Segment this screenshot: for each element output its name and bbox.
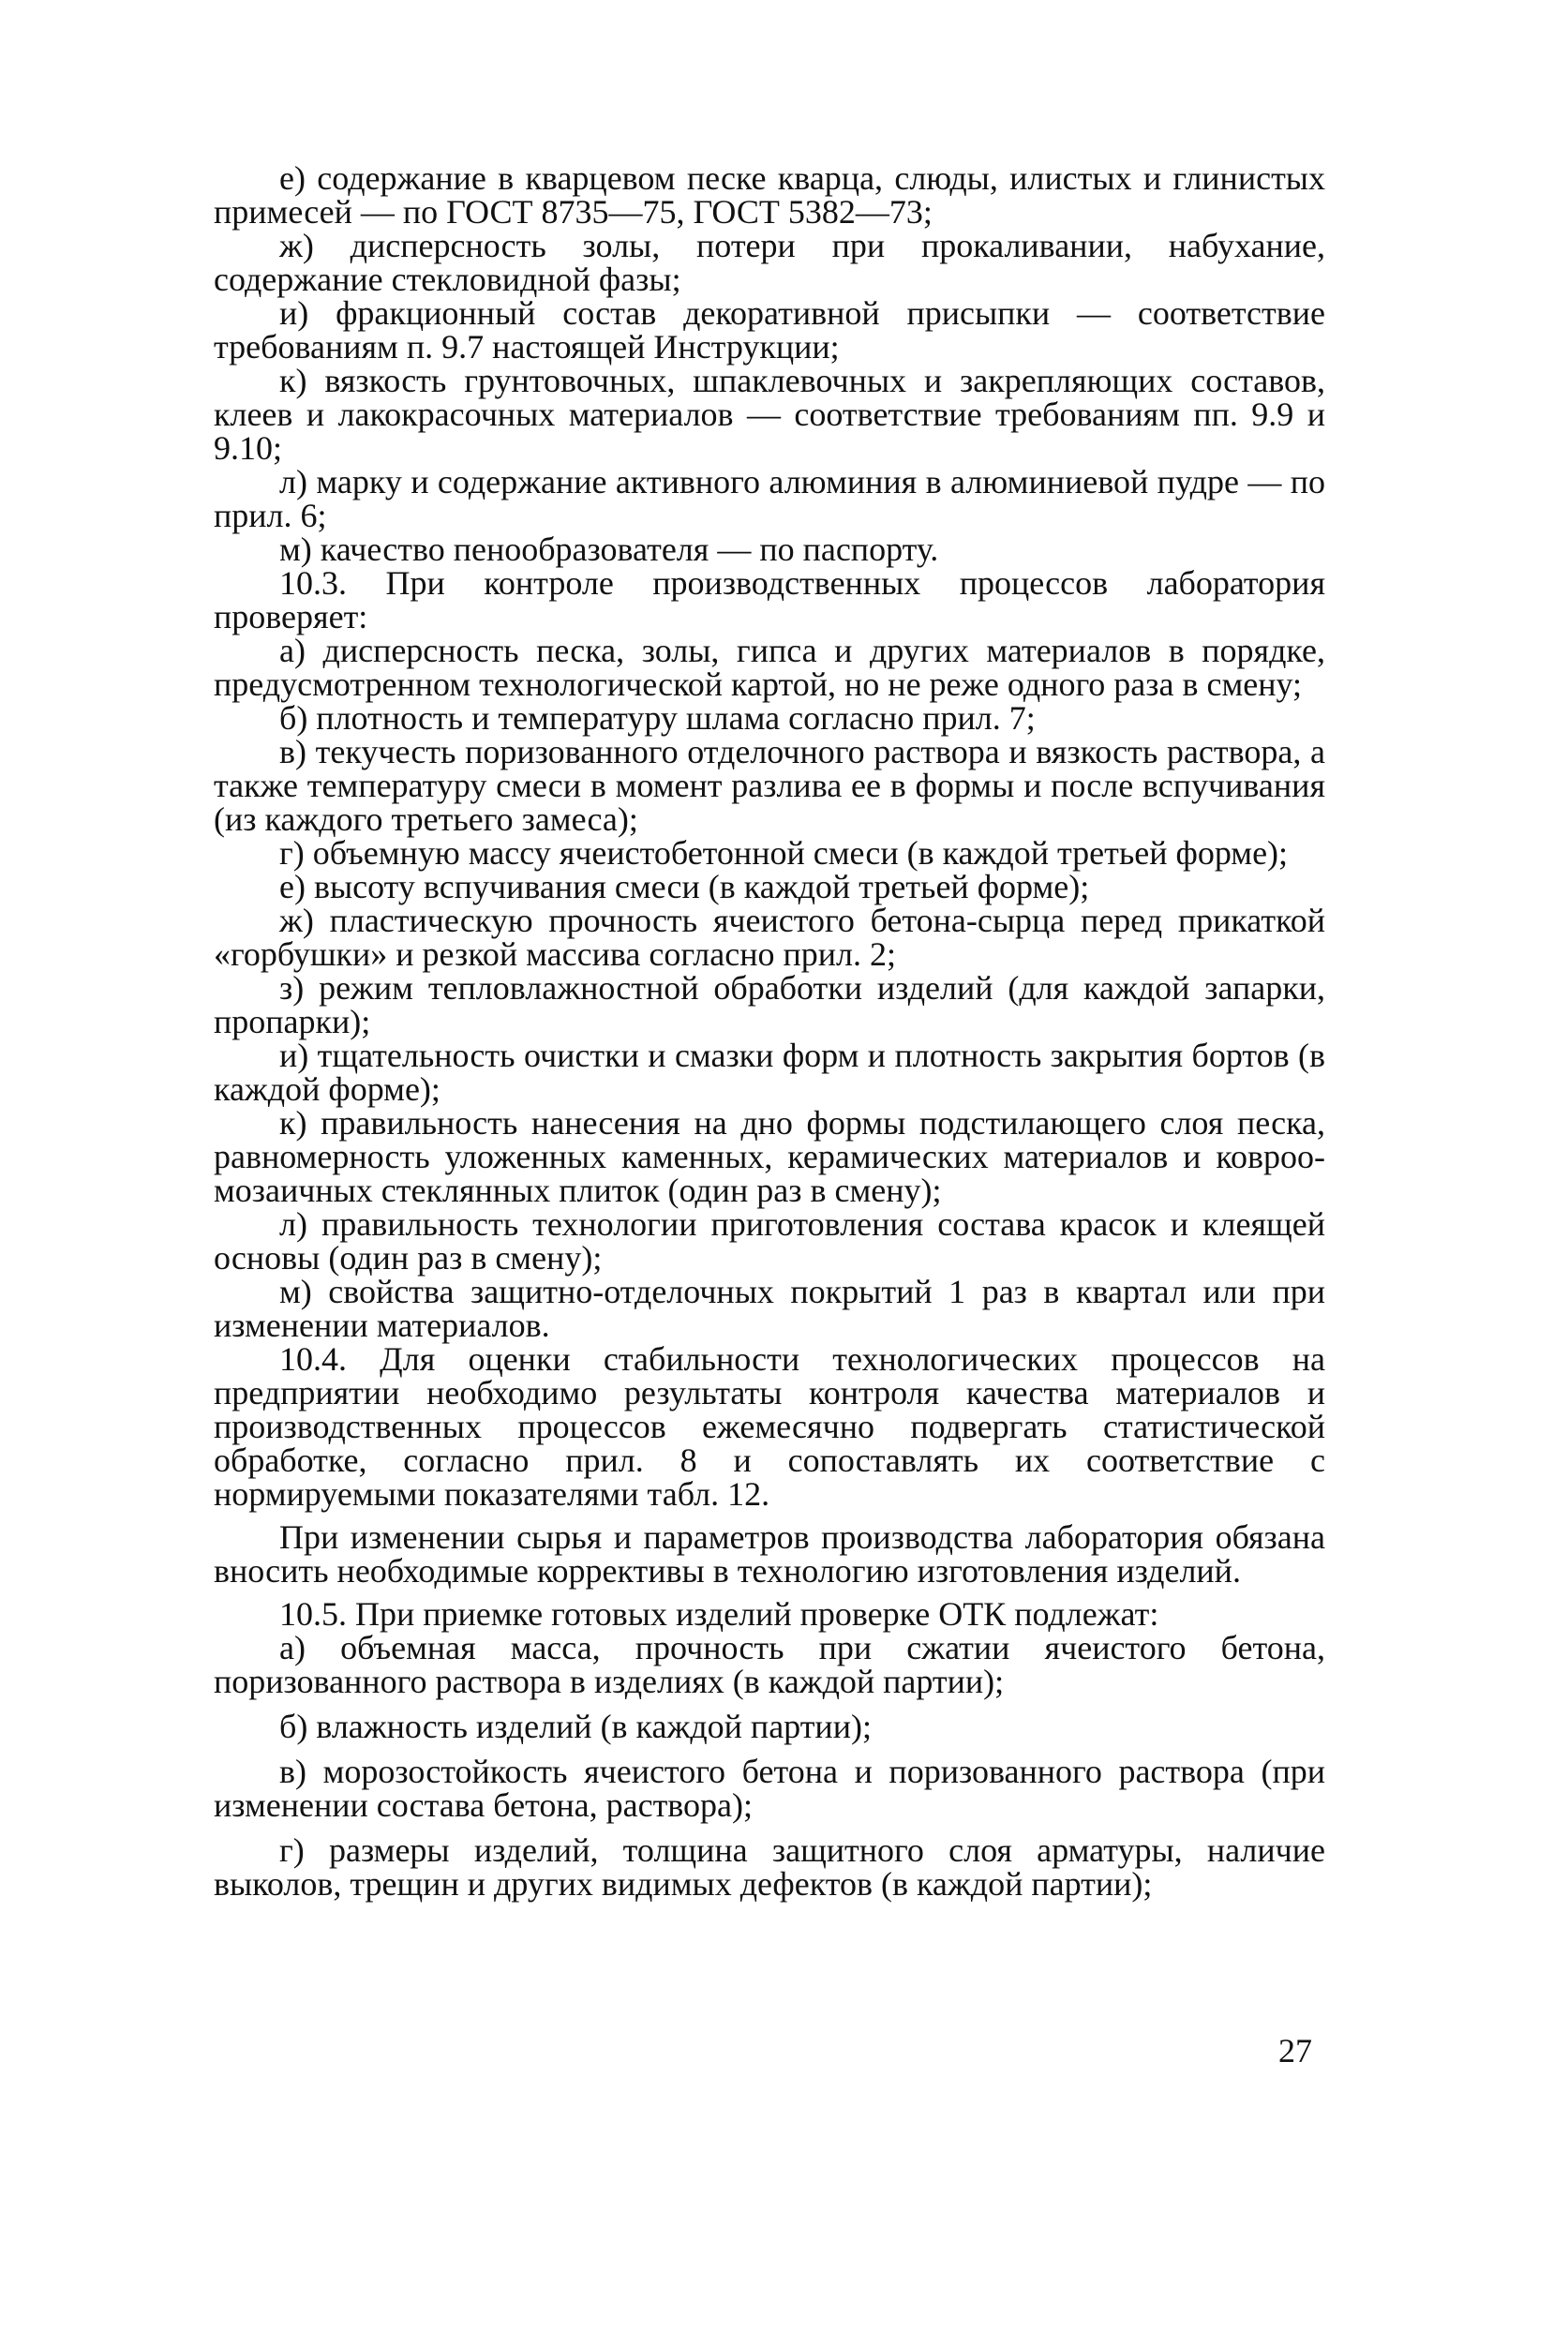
paragraph-10-3-g: г) объемную массу ячеистобетонной смеси (в каждой третьей форме); <box>279 834 1289 872</box>
page-body <box>214 161 1325 2270</box>
paragraph-10-3-i: и) тщательность очистки и смазки форм и плотность закрытия бортов (в каждой форме); <box>214 1037 1325 1108</box>
page-number: 27 <box>1278 2032 1312 2069</box>
paragraph-10-5-v: в) морозостойкость ячеистого бетона и поризованного раствора (при изменении состава бетона, раствора); <box>214 1753 1325 1824</box>
paragraph-10-3-a: а) дисперсность песка, золы, гипса и других материалов в порядке, предусмотренном технологической картой, но не реже одного раза в смену; <box>214 632 1325 703</box>
paragraph-changes: При изменении сырья и параметров производства лаборатория обязана вносить необходимые коррективы в технологию изготовления изделий. <box>214 1518 1325 1590</box>
section-10-4: 10.4. Для оценки стабильности технологических процессов на предприятии необходимо результаты контроля качества материалов и производственных процессов ежемесячно подвергать статистической обработке, согласно прил. 8 и сопоставлять их соответствие с нормируемыми показателями табл. 12. <box>214 1340 1325 1513</box>
paragraph-10-3-v: в) текучесть поризованного отделочного раствора и вязкость раствора, а также температуру смеси в момент разлива ее в формы и после вспучивания (из каждого третьего замеса); <box>214 733 1325 838</box>
paragraph-m-foam: м) качество пенообразователя — по паспорту. <box>279 530 939 568</box>
paragraph-10-5-b: б) влажность изделий (в каждой партии); <box>279 1708 872 1745</box>
paragraph-10-5-a: а) объемная масса, прочность при сжатии ячеистого бетона, поризованного раствора в изделиях (в каждой партии); <box>214 1629 1325 1700</box>
paragraph-10-3-m: м) свойства защитно-отделочных покрытий 1 раз в квартал или при изменении материалов. <box>214 1273 1325 1344</box>
paragraph-10-3-k: к) правильность нанесения на дно формы подстилающего слоя песка, равномерность уложенных каменных, керамических материалов и ковроо-мозаичных стеклянных плиток (один раз в смену); <box>214 1104 1325 1209</box>
paragraph-zh-ash: ж) дисперсность золы, потери при прокаливании, набухание, содержание стекловидной фазы; <box>214 227 1325 298</box>
section-10-3-heading: 10.3. При контроле производственных процессов лаборатория проверяет: <box>214 564 1325 635</box>
paragraph-10-3-l: л) правильность технологии приготовления состава красок и клеящей основы (один раз в смену); <box>214 1205 1325 1277</box>
section-10-5-heading: 10.5. При приемке готовых изделий проверке ОТК подлежат: <box>279 1595 1159 1633</box>
paragraph-10-3-z: з) режим тепловлажностной обработки изделий (для каждой запарки, пропарки); <box>214 969 1325 1040</box>
paragraph-l-aluminium: л) марку и содержание активного алюминия в алюминиевой пудре — по прил. 6; <box>214 463 1325 534</box>
paragraph-k-viscosity: к) вязкость грунтовочных, шпаклевочных и закрепляющих составов, клеев и лакокрасочных материалов — соответствие требованиям пп. 9.9 и 9.10; <box>214 362 1325 467</box>
paragraph-10-5-g: г) размеры изделий, толщина защитного слоя арматуры, наличие выколов, трещин и других видимых дефектов (в каждой партии); <box>214 1831 1325 1903</box>
paragraph-10-3-b: б) плотность и температуру шлама согласно прил. 7; <box>279 699 1036 737</box>
paragraph-e-quartz: е) содержание в кварцевом песке кварца, слюды, илистых и глинистых примесей — по ГОСТ 8735—75, ГОСТ 5382—73; <box>214 159 1325 231</box>
paragraph-i-sprinkle: и) фракционный состав декоративной присыпки — соответствие требованиям п. 9.7 настоящей Инструкции; <box>214 294 1325 366</box>
paragraph-10-3-e: е) высоту вспучивания смеси (в каждой третьей форме); <box>279 868 1090 905</box>
paragraph-10-3-zh: ж) пластическую прочность ячеистого бетона-сырца перед прикаткой «горбушки» и резкой массива согласно прил. 2; <box>214 902 1325 973</box>
